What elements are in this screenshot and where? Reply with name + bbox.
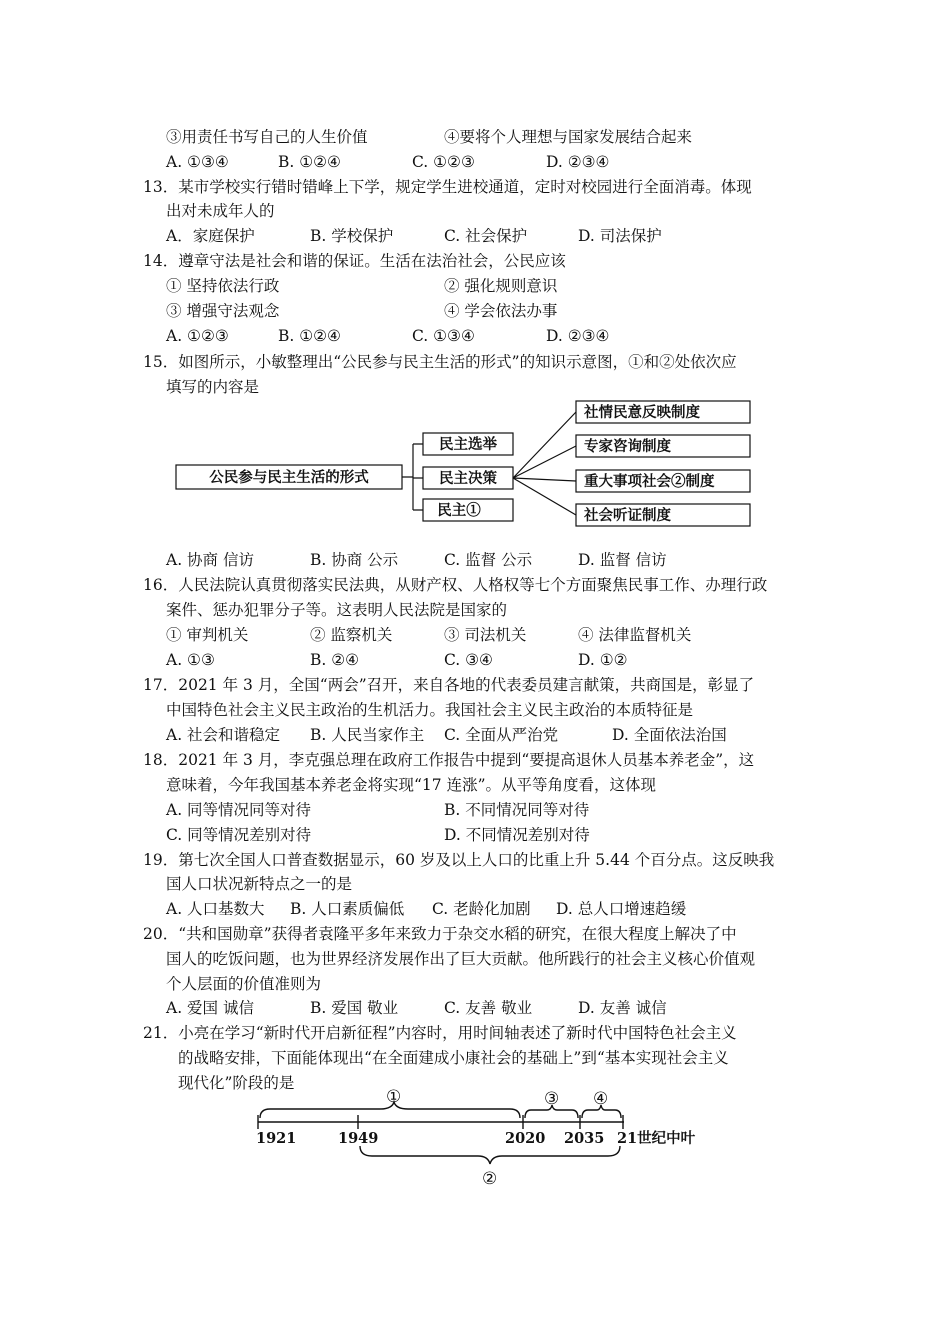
timeline-label-2020: 2020 (505, 1130, 546, 1147)
q13-stem-line2: 出对未成年人的 (166, 202, 275, 220)
q15-options-row (166, 550, 866, 570)
q14-option-c[interactable]: C. ①③④ (412, 327, 475, 345)
q19-stem-line2: 国人口状况新特点之一的是 (166, 875, 353, 893)
diagram-branch-2: 民主决策 (439, 470, 497, 487)
q17-option-d[interactable]: D. 全面依法治国 (612, 726, 727, 744)
diagram-branch-1: 民主选举 (439, 436, 497, 453)
q14-option-d[interactable]: D. ②③④ (546, 327, 610, 345)
q15-stem-line2: 填写的内容是 (166, 378, 260, 396)
q12-item-4: ④要将个人理想与国家发展结合起来 (444, 128, 693, 146)
q16-stem-line1: 16．人民法院认真贯彻落实民法典，从财产权、人格权等七个方面聚焦民事工作、办理行政 (143, 576, 768, 594)
q17-option-b[interactable]: B. 人民当家作主 (310, 726, 425, 744)
q13-option-b[interactable]: B. 学校保护 (310, 227, 394, 245)
timeline-marker-3: ③ (544, 1089, 560, 1109)
q19-option-c[interactable]: C. 老龄化加剧 (432, 900, 531, 918)
q20-option-c[interactable]: C. 友善 敬业 (444, 999, 533, 1017)
q20-stem-line3: 个人层面的价值准则为 (166, 975, 322, 993)
q12-item-3: ③用责任书写自己的人生价值 (166, 128, 368, 146)
diagram-leaf-1: 社情民意反映制度 (584, 404, 700, 421)
q17-options-row (166, 725, 866, 745)
timeline-label-1949: 1949 (338, 1130, 379, 1147)
q14-item-1: ① 坚持依法行政 (166, 277, 280, 295)
q21-stem-line1: 21．小亮在学习“新时代开启新征程”内容时，用时间轴表述了新时代中国特色社会主义 (143, 1024, 737, 1042)
q16-option-c[interactable]: C. ③④ (444, 651, 493, 669)
q16-option-b[interactable]: B. ②④ (310, 651, 360, 669)
q14-options-row (166, 326, 866, 346)
q16-item-4: ④ 法律监督机关 (578, 626, 692, 644)
q14-item-2: ② 强化规则意识 (444, 277, 558, 295)
q20-option-d[interactable]: D. 友善 诚信 (578, 999, 667, 1017)
q16-item-3: ③ 司法机关 (444, 626, 527, 644)
q17-stem-line2: 中国特色社会主义民主政治的生机活力。我国社会主义民主政治的本质特征是 (166, 701, 694, 719)
q19-option-b[interactable]: B. 人口素质偏低 (290, 900, 405, 918)
q15-option-a[interactable]: A. 协商 信访 (166, 551, 254, 569)
q17-option-c[interactable]: C. 全面从严治党 (444, 726, 559, 744)
q14-item-3: ③ 增强守法观念 (166, 302, 280, 320)
q12-option-c[interactable]: C. ①②③ (412, 153, 475, 171)
q15-stem-line1: 15．如图所示，小敏整理出“公民参与民主生活的形式”的知识示意图，①和②处依次应 (143, 353, 737, 371)
q12-option-d[interactable]: D. ②③④ (546, 153, 610, 171)
q12-option-a[interactable]: A. ①③④ (166, 153, 229, 171)
q14-item-4: ④ 学会依法办事 (444, 302, 558, 320)
q18-option-d[interactable]: D. 不同情况差别对待 (444, 826, 590, 844)
q18-options-row2 (166, 825, 866, 845)
q12-items-row (166, 127, 866, 147)
diagram-leaf-3: 重大事项社会②制度 (584, 473, 715, 490)
q20-options-row (166, 998, 866, 1018)
q18-stem-line1: 18．2021 年 3 月，李克强总理在政府工作报告中提到“要提高退休人员基本养老金”，这 (143, 751, 755, 769)
q13-option-d[interactable]: D. 司法保护 (578, 227, 662, 245)
q14-option-b[interactable]: B. ①②④ (278, 327, 341, 345)
q18-option-b[interactable]: B. 不同情况同等对待 (444, 801, 590, 819)
q20-stem-line1: 20．“共和国勋章”获得者袁隆平多年来致力于杂交水稻的研究，在很大程度上解决了中 (143, 925, 737, 943)
q14-items-row1 (166, 276, 866, 296)
q17-stem-line1: 17．2021 年 3 月，全国“两会”召开，来自各地的代表委员建言献策，共商国是，彰显了 (143, 676, 755, 694)
q14-stem: 14．遵章守法是社会和谐的保证。生活在法治社会，公民应该 (143, 252, 566, 270)
q20-option-a[interactable]: A. 爱国 诚信 (166, 999, 254, 1017)
q20-stem-line2: 国人的吃饭问题，也为世界经济发展作出了巨大贡献。他所践行的社会主义核心价值观 (166, 950, 756, 968)
q13-stem-line1: 13．某市学校实行错时错峰上下学，规定学生进校通道，定时对校园进行全面消毒。体现 (143, 178, 752, 196)
q14-items-row2 (166, 301, 866, 321)
diagram-leaf-2: 专家咨询制度 (584, 438, 671, 455)
timeline-label-2035: 2035 (564, 1130, 605, 1147)
q15-option-b[interactable]: B. 协商 公示 (310, 551, 399, 569)
q21-stem-line3: 现代化”阶段的是 (178, 1074, 295, 1092)
q19-option-d[interactable]: D. 总人口增速趋缓 (556, 900, 687, 918)
q18-option-a[interactable]: A. 同等情况同等对待 (166, 801, 312, 819)
diagram-branch-3: 民主① (437, 502, 481, 519)
q18-stem-line2: 意味着，今年我国基本养老金将实现“17 连涨”。从平等角度看，这体现 (166, 776, 657, 794)
diagram-root-label: 公民参与民主生活的形式 (209, 469, 369, 486)
q16-stem-line2: 案件、惩办犯罪分子等。这表明人民法院是国家的 (166, 601, 508, 619)
timeline-label-1921: 1921 (256, 1130, 297, 1147)
timeline-marker-1: ① (386, 1088, 402, 1107)
q16-item-2: ② 监察机关 (310, 626, 393, 644)
timeline-marker-4: ④ (593, 1089, 609, 1109)
q19-option-a[interactable]: A. 人口基数大 (166, 900, 265, 918)
q19-stem-line1: 19．第七次全国人口普查数据显示，60 岁及以上人口的比重上升 5.44 个百分点。这反映我 (143, 851, 775, 869)
q12-option-b[interactable]: B. ①②④ (278, 153, 341, 171)
q13-options-row (166, 226, 866, 246)
q16-options-row (166, 650, 866, 670)
q16-items-row (166, 625, 866, 645)
q16-option-a[interactable]: A. ①③ (166, 651, 215, 669)
diagram-leaf-4: 社会听证制度 (584, 507, 671, 524)
q21-timeline (0, 1088, 950, 1198)
q18-options-row1 (166, 800, 866, 820)
q15-option-d[interactable]: D. 监督 信访 (578, 551, 667, 569)
timeline-brace-2 (360, 1146, 620, 1164)
q15-diagram (0, 398, 950, 538)
q15-option-c[interactable]: C. 监督 公示 (444, 551, 533, 569)
q13-option-c[interactable]: C. 社会保护 (444, 227, 528, 245)
q21-stem-line2: 的战略安排，下面能体现出“在全面建成小康社会的基础上”到“基本实现社会主义 (178, 1049, 729, 1067)
q16-option-d[interactable]: D. ①② (578, 651, 628, 669)
q17-option-a[interactable]: A. 社会和谐稳定 (166, 726, 281, 744)
q16-item-1: ① 审判机关 (166, 626, 249, 644)
q14-option-a[interactable]: A. ①②③ (166, 327, 229, 345)
q20-option-b[interactable]: B. 爱国 敬业 (310, 999, 399, 1017)
timeline-marker-2: ② (482, 1169, 498, 1189)
timeline-label-mid-century: 21世纪中叶 (617, 1130, 696, 1147)
q12-options-row (166, 152, 866, 172)
q13-option-a[interactable]: A．家庭保护 (166, 227, 255, 245)
q18-option-c[interactable]: C. 同等情况差别对待 (166, 826, 312, 844)
q19-options-row (166, 899, 866, 919)
